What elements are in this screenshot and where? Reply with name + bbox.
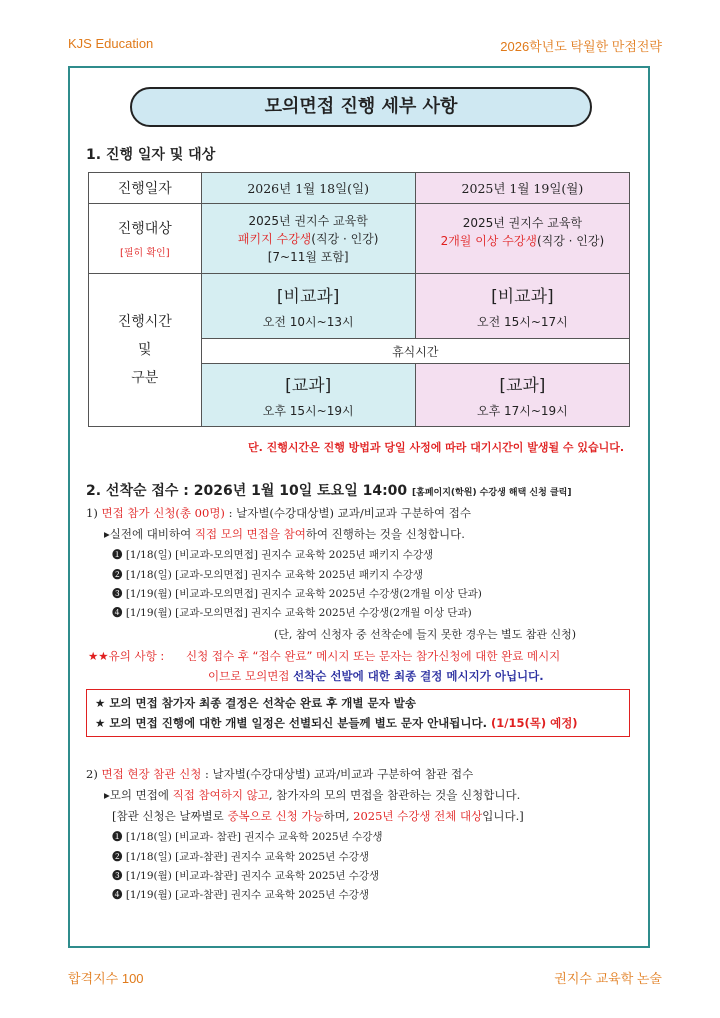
p1-item-2: ❷ [1/18(일) [교과-모의면접] 권지수 교육학 2025년 패키지 수강생	[112, 569, 424, 581]
p2-desc-red: 직접 참여하지 않고	[172, 788, 269, 802]
p1-desc-a: ▸실전에 대비하여	[104, 527, 195, 541]
nonsubject-b: [비교과]	[491, 287, 554, 307]
p2-item-4: ❹ [1/19(월) [교과-참관] 권지수 교육학 2025년 수강생	[112, 889, 370, 901]
p2-rest: : 날자별(수강대상별) 교과/비교과 구분하여 참관 접수	[201, 767, 474, 781]
subject-b: [교과]	[499, 376, 546, 396]
table-row-morning	[89, 274, 630, 339]
time-label-3: 구분	[131, 370, 159, 386]
afternoon-b	[415, 364, 629, 427]
time-a-afternoon: 오후 15시~19시	[262, 404, 354, 418]
target-a	[201, 204, 415, 274]
notice-line-2-red: (1/15(목) 예정)	[487, 716, 578, 730]
p1-rest: : 날자별(수강대상별) 교과/비교과 구분하여 접수	[224, 506, 471, 520]
time-b-morning: 오전 15시~17시	[477, 315, 568, 329]
break-cell: 휴식시간	[201, 339, 629, 364]
p1-item-4: ❹ [1/19(월) [교과-모의면접] 권지수 교육학 2025년 수강생(2개월 이상 단과)	[112, 607, 472, 619]
nonsubject-a: [비교과]	[276, 287, 340, 307]
time-a-morning: 오전 10시~13시	[262, 315, 354, 329]
target-label-cell	[89, 204, 202, 274]
table-row-date	[89, 173, 630, 204]
target-a-rest: (직강 · 인강)	[311, 231, 379, 246]
time-label-2: 및	[138, 342, 152, 358]
p2-title	[86, 766, 473, 782]
notice-line-1: ★ 모의 면접 참가자 최종 결정은 선착순 완료 후 개별 문자 발송	[95, 696, 416, 710]
target-a-line1: 2025년 권지수 교육학	[248, 213, 368, 228]
p1-item-3: ❸ [1/19(월) [비교과-모의면접] 권지수 교육학 2025년 수강생(2개월 이상 단과)	[112, 588, 482, 600]
p2-item-2: ❷ [1/18(일) [교과-참관] 권지수 교육학 2025년 수강생	[112, 851, 370, 863]
target-b-line2	[416, 232, 629, 250]
time-label-1: 진행시간	[117, 314, 172, 330]
section2-heading	[86, 480, 571, 500]
morning-a	[201, 274, 415, 339]
caution-label: ★★유의 사항 :	[88, 649, 165, 663]
notice-line-2	[95, 715, 578, 731]
header-subtitle: 2026학년도 탁월한 만점전략	[500, 39, 662, 54]
p1-item-1: ❶ [1/18(일) [비교과-모의면접] 권지수 교육학 2025년 패키지 수강생	[112, 549, 434, 561]
schedule-table	[88, 172, 630, 427]
footer-right: 권지수 교육학 논술	[554, 971, 662, 986]
target-a-red: 패키지 수강생	[237, 231, 312, 246]
p1-desc	[104, 526, 465, 542]
p2-note-a: [참관 신청은 날짜별로	[112, 809, 228, 823]
caution-line2	[208, 668, 544, 684]
section2-heading-text: 2. 선착순 접수 : 2026년 1월 10일 토요일 14:00	[86, 483, 408, 499]
target-a-line2	[202, 230, 415, 248]
p2-note-red1: 중복으로 신청 가능	[227, 809, 324, 823]
date-label: 진행일자	[89, 173, 202, 204]
p1-desc-b: 하여 진행하는 것을 신청합니다.	[305, 527, 465, 541]
p1-paren: (단, 참여 신청자 중 선착순에 들지 못한 경우는 별도 참관 신청)	[274, 628, 577, 641]
p2-note	[112, 808, 524, 824]
section2-heading-small: [홈페이지(학원) 수강생 해택 신청 클릭]	[412, 488, 572, 498]
p2-desc	[104, 787, 520, 803]
target-label: 진행대상	[117, 221, 172, 237]
section1-heading: 1. 진행 일자 및 대상	[86, 147, 216, 163]
time-b-afternoon: 오후 17시~19시	[477, 404, 568, 418]
p2-item-3: ❸ [1/19(월) [비교과-참관] 권지수 교육학 2025년 수강생	[112, 870, 380, 882]
target-b-line1: 2025년 권지수 교육학	[462, 215, 583, 230]
target-a-line3: [7~11월 포함]	[267, 249, 349, 264]
morning-b	[415, 274, 629, 339]
target-b-red: 2개월 이상 수강생	[440, 233, 537, 248]
time-label-cell	[89, 274, 202, 427]
table-row-target	[89, 204, 630, 274]
date-a: 2026년 1월 18일(일)	[201, 173, 415, 204]
p2-red: 면접 현장 참관 신청	[101, 767, 202, 781]
p2-item-1: ❶ [1/18(일) [비교과- 참관] 권지수 교육학 2025년 수강생	[112, 831, 383, 843]
caution-line2-a: 이므로 모의면접	[208, 669, 294, 683]
p1-desc-red: 직접 모의 면접을 참여	[194, 527, 306, 541]
p1-title	[86, 505, 471, 521]
notice-line-2-text: ★ 모의 면접 진행에 대한 개별 일정은 선별되신 분들께 별도 문자 안내됩니다.	[95, 716, 487, 730]
header-brand: KJS Education	[68, 36, 154, 51]
target-b-rest: (직강 · 인강)	[537, 233, 605, 248]
p1-num: 1)	[86, 506, 98, 520]
caution-line2-b: 선착순 선발에 대한 최종 결정 메시지가 아닙니다.	[293, 669, 544, 683]
notice-box	[86, 689, 630, 737]
target-note: [필히 확인]	[119, 248, 170, 259]
subject-a: [교과]	[285, 376, 332, 396]
target-b	[415, 204, 629, 274]
schedule-note: 단. 진행시간은 진행 방법과 당일 사정에 따라 대기시간이 발생될 수 있습니다.	[248, 441, 625, 454]
p2-num: 2)	[86, 767, 98, 781]
p1-red: 면접 참가 신청(총 00명)	[101, 506, 225, 520]
afternoon-a	[201, 364, 415, 427]
spacer	[416, 250, 629, 264]
date-b: 2025년 1월 19일(월)	[415, 173, 629, 204]
p2-note-c: 입니다.]	[482, 809, 524, 823]
footer-left: 합격지수 100	[68, 971, 144, 986]
page-title: 모의면접 진행 세부 사항	[130, 87, 592, 127]
p2-desc-b: , 참가자의 모의 면접을 참관하는 것을 신청합니다.	[268, 788, 521, 802]
caution-line1: 신청 접수 후 “접수 완료” 메시지 또는 문자는 참가신청에 대한 완료 메시지	[186, 649, 561, 663]
p2-desc-a: ▸모의 면접에	[104, 788, 173, 802]
p2-note-red2: 2025년 수강생 전체 대상	[353, 809, 483, 823]
p2-note-b: 하며,	[323, 809, 354, 823]
